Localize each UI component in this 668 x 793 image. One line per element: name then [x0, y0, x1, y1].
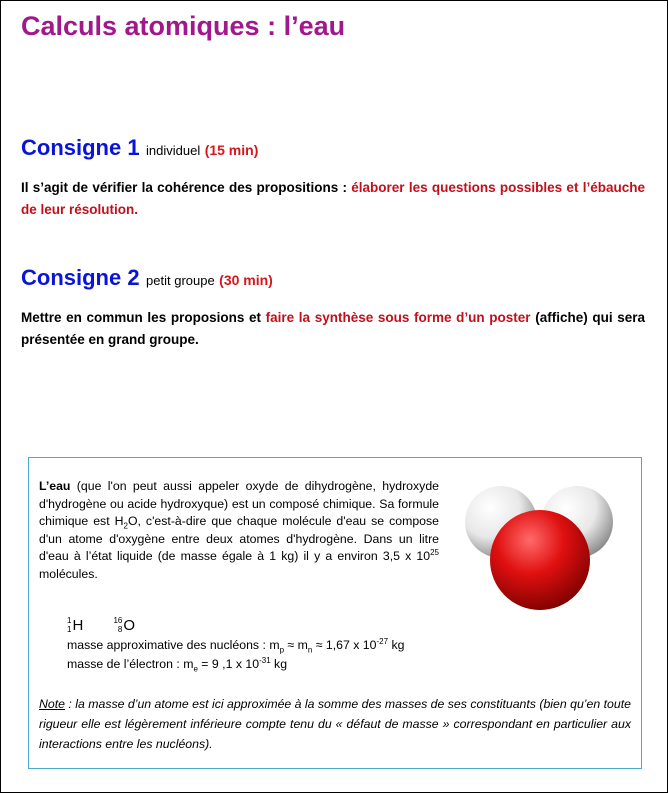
- water-text-part-2: O, c'est-à-dire que chaque molécule d'eau se compose d'un atome d'oxygène entre deux atomes d'hydrogène. Dans un litre d'eau à l’état liquide (de masse égale à 1 kg) il y a environ 3,5 x 10: [39, 514, 439, 563]
- consigne-2-time: (30 min): [219, 272, 273, 288]
- proton-subscript: p: [279, 645, 285, 655]
- water-molecule-image: [465, 482, 615, 612]
- hydrogen-symbol: H: [72, 616, 84, 634]
- consigne-1-title: Consigne 1: [21, 135, 140, 160]
- electron-subscript: e: [193, 664, 198, 674]
- consigne-2-heading: [21, 265, 273, 291]
- consigne-2-text-before: Mettre en commun les proposions et: [21, 310, 266, 325]
- water-label: L’eau: [39, 479, 71, 493]
- mass-note: [39, 694, 631, 754]
- consigne-2-text-after: (affiche) qui sera présentée en grand groupe.: [21, 310, 646, 347]
- consigne-2-title: Consigne 2: [21, 265, 140, 290]
- note-label: Note: [39, 697, 65, 711]
- electron-mass-label: masse de l’électron : m: [67, 657, 194, 671]
- electron-mass-value: = 9 ,1 x 10: [197, 657, 260, 671]
- note-text: : la masse d’un atome est ici approximée à la somme des masses de ses constituants (bien qu’en toute rigueur elle est légèrement inférieure compte tenu du « défaut de masse » correspondant en particulier aux interactions entre les nucléons).: [39, 697, 631, 751]
- nucleon-mass-value: ≈ 1,67 x 10: [312, 638, 377, 652]
- oxygen-symbol: O: [123, 616, 136, 634]
- hydrogen-atomic-number: 1: [67, 625, 72, 634]
- water-description: [39, 478, 439, 583]
- nucleon-approx: ≈ m: [284, 638, 308, 652]
- electron-mass-line: [67, 655, 288, 674]
- page-title: Calculs atomiques : l’eau: [21, 11, 346, 41]
- nucleon-mass-label: masse approximative des nucléons : m: [67, 638, 280, 652]
- nucleon-mass-exponent: -27: [376, 636, 389, 646]
- nucleon-mass-unit: kg: [388, 638, 405, 652]
- neutron-subscript: n: [307, 645, 313, 655]
- consigne-2-text-highlight: faire la synthèse sous forme d’un poster: [265, 310, 531, 325]
- consigne-1-text: [21, 177, 645, 221]
- electron-mass-exponent: -31: [259, 655, 271, 665]
- nucleon-mass-line: [67, 636, 405, 655]
- consigne-1-text-highlight: élaborer les questions possibles et l’ébauche de leur résolution.: [21, 180, 645, 217]
- oxygen-mass-number: 16: [113, 616, 123, 625]
- consigne-1-time: (15 min): [204, 142, 259, 158]
- water-text-part-1: (que l'on peut aussi appeler oxyde de dihydrogène, hydroxyde d'hydrogène ou acide hydroxyque) est un composé chimique. Sa formule chimique est H: [39, 479, 439, 528]
- consigne-2-text: [21, 307, 645, 351]
- oxygen-atomic-number: 8: [117, 625, 123, 634]
- nuclide-notation: [67, 610, 161, 634]
- hydrogen-mass-number: 1: [67, 616, 72, 625]
- electron-mass-unit: kg: [270, 657, 288, 671]
- hydrogen-nuclide: [67, 616, 83, 634]
- consigne-1-heading: [21, 135, 258, 161]
- consigne-1-text-before: Il s’agit de vérifier la cohérence des propositions :: [21, 180, 352, 195]
- oxygen-nuclide: [113, 616, 135, 634]
- water-formula-subscript: 2: [123, 521, 128, 531]
- water-info-box: [28, 457, 642, 769]
- water-text-part-3: molécules.: [39, 566, 98, 581]
- oxygen-atom: [490, 510, 590, 610]
- consigne-2-mode: petit groupe: [146, 273, 215, 288]
- molecule-count-exponent: 25: [430, 547, 439, 557]
- consigne-1-mode: individuel: [146, 143, 201, 158]
